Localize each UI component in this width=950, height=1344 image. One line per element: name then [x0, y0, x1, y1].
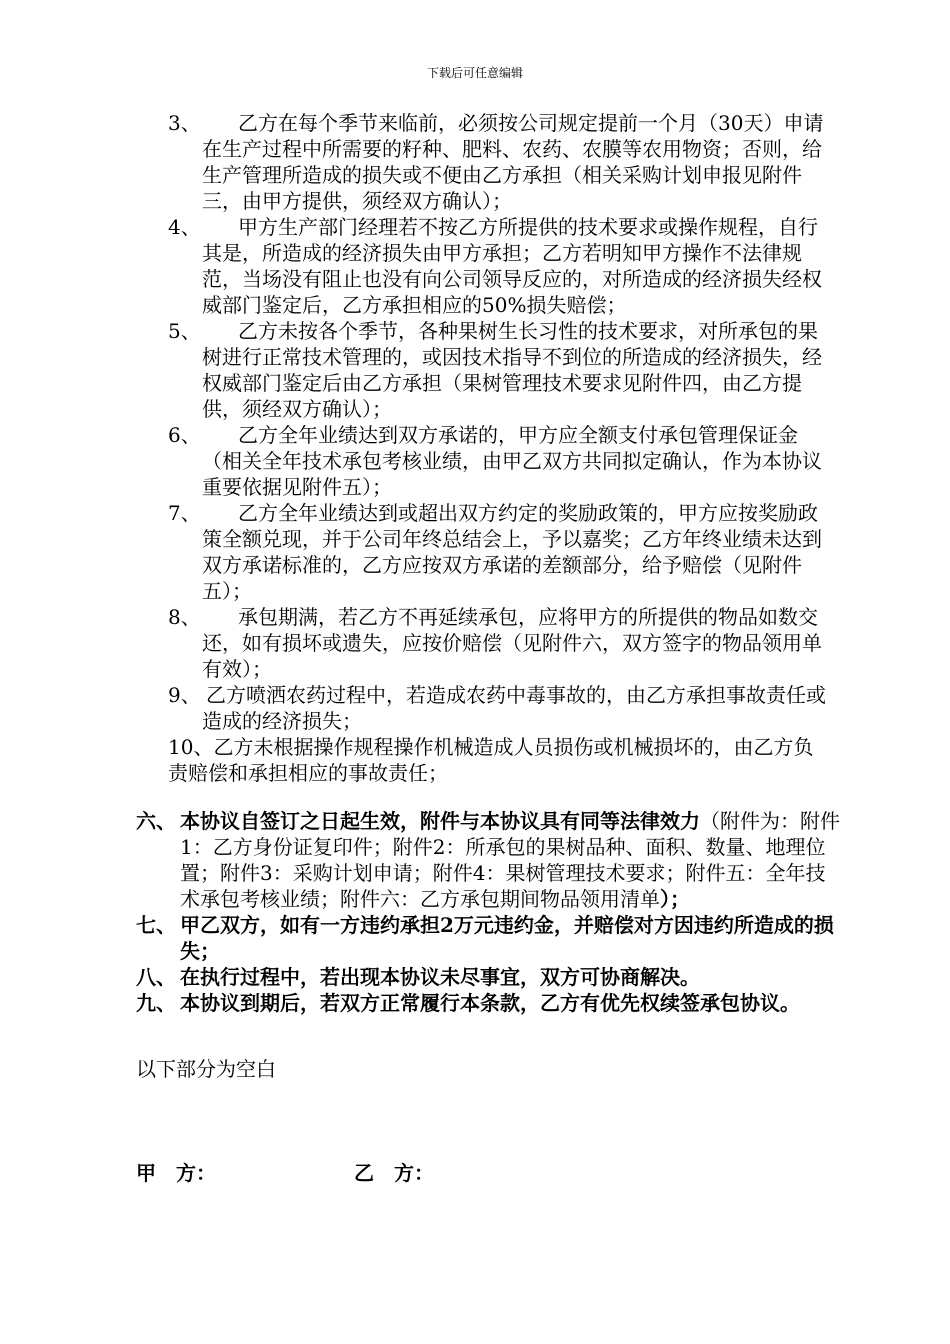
clause-number: 七、: [136, 913, 176, 937]
item-number: 4、: [168, 215, 201, 239]
clause-bold-text: 在执行过程中，若出现本协议未尽事宜，双方可协商解决。: [180, 965, 700, 989]
party-a-signature-label: 甲 方：: [136, 1161, 216, 1185]
item-number: 7、: [168, 501, 201, 525]
item-number: 9、: [168, 683, 201, 707]
list-item: [168, 604, 828, 682]
list-item: [168, 500, 828, 604]
clause-number: 八、: [136, 965, 176, 989]
clause-tail: ）；: [660, 887, 690, 911]
list-item: [168, 318, 828, 422]
clause-bold-text: 甲乙双方，如有一方违约承担2万元违约金，并赔偿对方因违约所造成的损失；: [180, 913, 834, 963]
item-text: 乙方喷洒农药过程中，若造成农药中毒事故的，由乙方承担事故责任或造成的经济损失；: [202, 683, 826, 733]
clause-item: [136, 912, 842, 964]
clause-bold-text: 本协议到期后，若双方正常履行本条款，乙方有优先权续签承包协议。: [180, 991, 800, 1015]
clause-list: [136, 808, 842, 1016]
item-text: 乙方全年业绩达到或超出双方约定的奖励政策的，甲方应按奖励政策全额兑现，并于公司年终总结会上，予以嘉奖；乙方年终业绩未达到双方承诺标准的，乙方应按双方承诺的差额部分，给予赔偿（见附件五）；: [202, 501, 822, 603]
clause-item: [136, 808, 842, 912]
item-number: 6、: [168, 423, 201, 447]
item-text: 乙方未根据操作规程操作机械造成人员损伤或机械损坏的，由乙方负责赔偿和承担相应的事故责任；: [168, 735, 814, 785]
item-text: 乙方全年业绩达到双方承诺的，甲方应全额支付承包管理保证金（相关全年技术承包考核业绩，由甲乙双方共同拟定确认，作为本协议重要依据见附件五）；: [202, 423, 822, 499]
item-text: 甲方生产部门经理若不按乙方所提供的技术要求或操作规程，自行其是，所造成的经济损失由甲方承担；乙方若明知甲方操作不法律规范，当场没有阻止也没有向公司领导反应的，对所造成的经济损失经权威部门鉴定后，乙方承担相应的50%损失赔偿；: [202, 215, 822, 317]
clause-item: [136, 964, 842, 990]
clause-number: 六、: [136, 809, 176, 833]
clause-bold-text: 本协议自签订之日起生效，附件与本协议具有同等法律效力: [180, 809, 700, 833]
clause-item: [136, 990, 842, 1016]
clause-text: （附件为：附件1：乙方身份证复印件；附件2：所承包的果树品种、面积、数量、地理位置；附件3：采购计划申请；附件4：果树管理技术要求；附件五：全年技术承包考核业绩；附件六：乙方承包期间物品领用清单: [180, 809, 840, 911]
party-b-signature-label: 乙 方：: [354, 1161, 434, 1185]
page-header: 下载后可任意编辑: [426, 66, 523, 80]
list-item: [168, 214, 828, 318]
item-number: 8、: [168, 605, 201, 629]
clause-number: 九、: [136, 991, 176, 1015]
numbered-list: [168, 110, 828, 786]
list-item: [168, 734, 828, 786]
item-number: 3、: [168, 111, 201, 135]
list-item: [168, 682, 828, 734]
item-number: 10、: [168, 735, 214, 759]
blank-note: 以下部分为空白: [136, 1057, 276, 1081]
item-number: 5、: [168, 319, 201, 343]
item-text: 乙方未按各个季节，各种果树生长习性的技术要求，对所承包的果树进行正常技术管理的，或因技术指导不到位的所造成的经济损失，经权威部门鉴定后由乙方承担（果树管理技术要求见附件四，由乙方提供，须经双方确认）；: [202, 319, 822, 421]
item-text: 乙方在每个季节来临前，必须按公司规定提前一个月（30天）申请在生产过程中所需要的籽种、肥料、农药、农膜等农用物资；否则，给生产管理所造成的损失或不便由乙方承担（相关采购计划申报见附件三，由甲方提供，须经双方确认）；: [202, 111, 824, 213]
list-item: [168, 110, 828, 214]
item-text: 承包期满，若乙方不再延续承包，应将甲方的所提供的物品如数交还，如有损坏或遗失，应按价赔偿（见附件六，双方签字的物品领用单有效）；: [202, 605, 822, 681]
list-item: [168, 422, 828, 500]
